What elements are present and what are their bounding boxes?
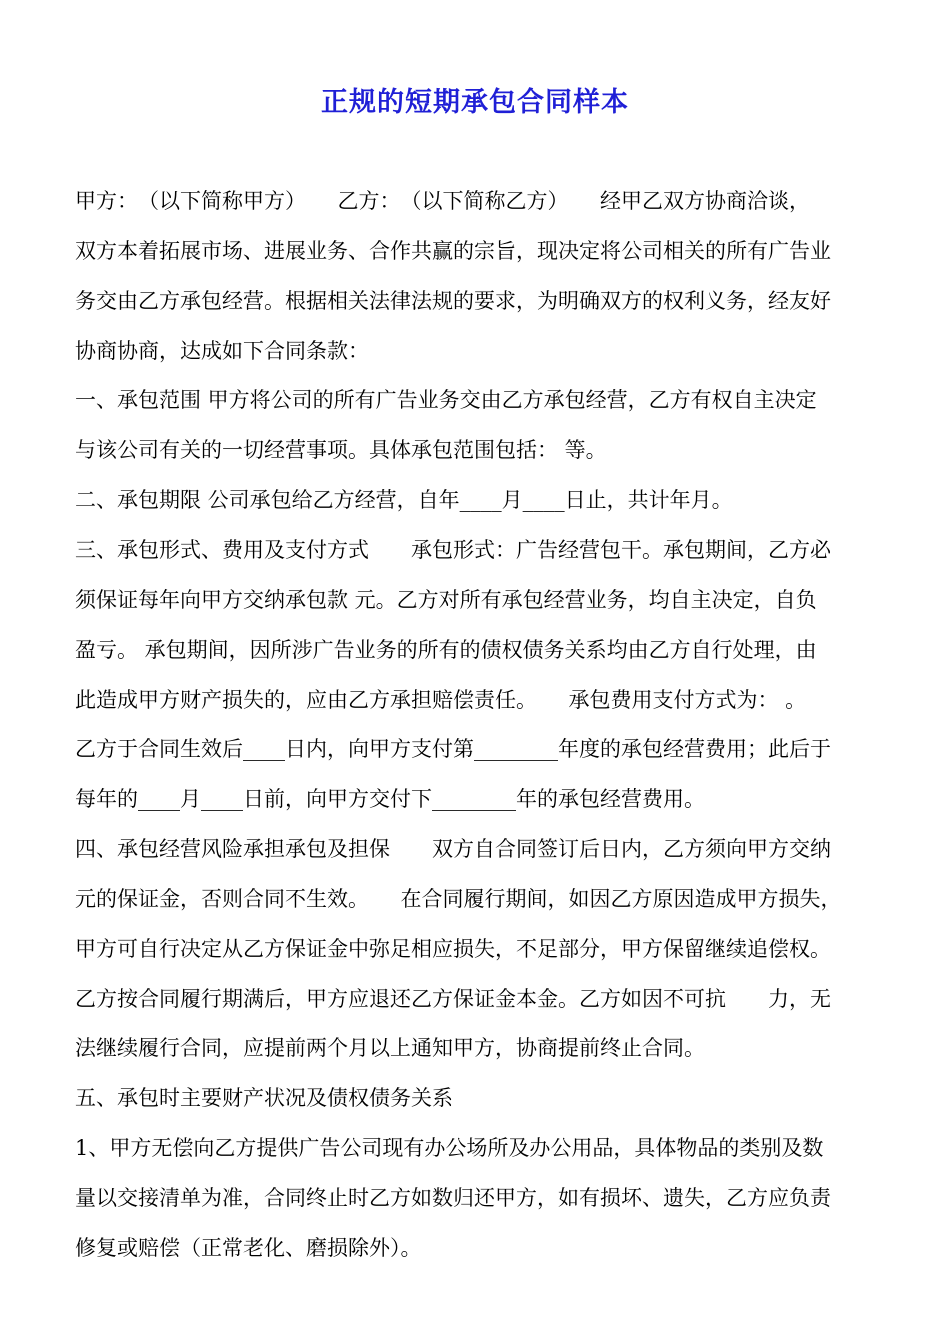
text-line: 二、承包期限 公司承包给乙方经营，自年____月____日止，共计年月。 <box>75 488 733 512</box>
text-line: 此造成甲方财产损失的，应由乙方承担赔偿责任。 承包费用支付方式为： 。 <box>75 688 807 712</box>
text-line: 修复或赔偿（正常老化、磨损除外）。 <box>75 1236 422 1260</box>
document-title: 正规的短期承包合同样本 <box>321 87 629 118</box>
text-line: 五、承包时主要财产状况及债权债务关系 <box>75 1086 453 1110</box>
text-line: 双方本着拓展市场、进展业务、合作共赢的宗旨，现决定将公司相关的所有广告业 <box>75 239 831 263</box>
text-line: 协商协商，达成如下合同条款： <box>75 339 369 363</box>
text-line: 量以交接清单为准，合同终止时乙方如数归还甲方，如有损坏、遗失，乙方应负责 <box>75 1186 831 1210</box>
text-line: 甲方： （以下简称甲方） 乙方： （以下简称乙方） 经甲乙双方协商洽谈， <box>75 189 810 213</box>
text-line: 盈亏。 承包期间，因所涉广告业务的所有的债权债务关系均由乙方自行处理，由 <box>75 638 817 662</box>
text-line: 与该公司有关的一切经营事项。具体承包范围包括： 等。 <box>75 438 607 462</box>
text-line: 乙方于合同生效后____日内，向甲方支付第________年度的承包经营费用；此后于 <box>75 737 831 761</box>
text-line: 甲方可自行决定从乙方保证金中弥足相应损失，不足部分，甲方保留继续追偿权。 <box>75 937 831 961</box>
text-line: 每年的____月____日前，向甲方交付下________年的承包经营费用。 <box>75 787 705 811</box>
text-line: 三、承包形式、费用及支付方式 承包形式：广告经营包干。承包期间，乙方必 <box>75 538 831 562</box>
text-line: 法继续履行合同，应提前两个月以上通知甲方，协商提前终止合同。 <box>75 1036 705 1060</box>
text-line: 四、承包经营风险承担承包及担保 双方自合同签订后日内，乙方须向甲方交纳 <box>75 837 831 861</box>
text-line: 一、承包范围 甲方将公司的所有广告业务交由乙方承包经营，乙方有权自主决定 <box>75 388 817 412</box>
text-line: 1、甲方无偿向乙方提供广告公司现有办公场所及办公用品，具体物品的类别及数 <box>75 1136 824 1160</box>
text-line: 须保证每年向甲方交纳承包款 元。乙方对所有承包经营业务，均自主决定，自负 <box>75 588 817 612</box>
text-line: 乙方按合同履行期满后，甲方应退还乙方保证金本金。乙方如因不可抗 力，无 <box>75 987 831 1011</box>
text-line: 务交由乙方承包经营。根据相关法律法规的要求，为明确双方的权利义务，经友好 <box>75 289 831 313</box>
text-line: 元的保证金，否则合同不生效。 在合同履行期间，如因乙方原因造成甲方损失， <box>75 887 842 911</box>
